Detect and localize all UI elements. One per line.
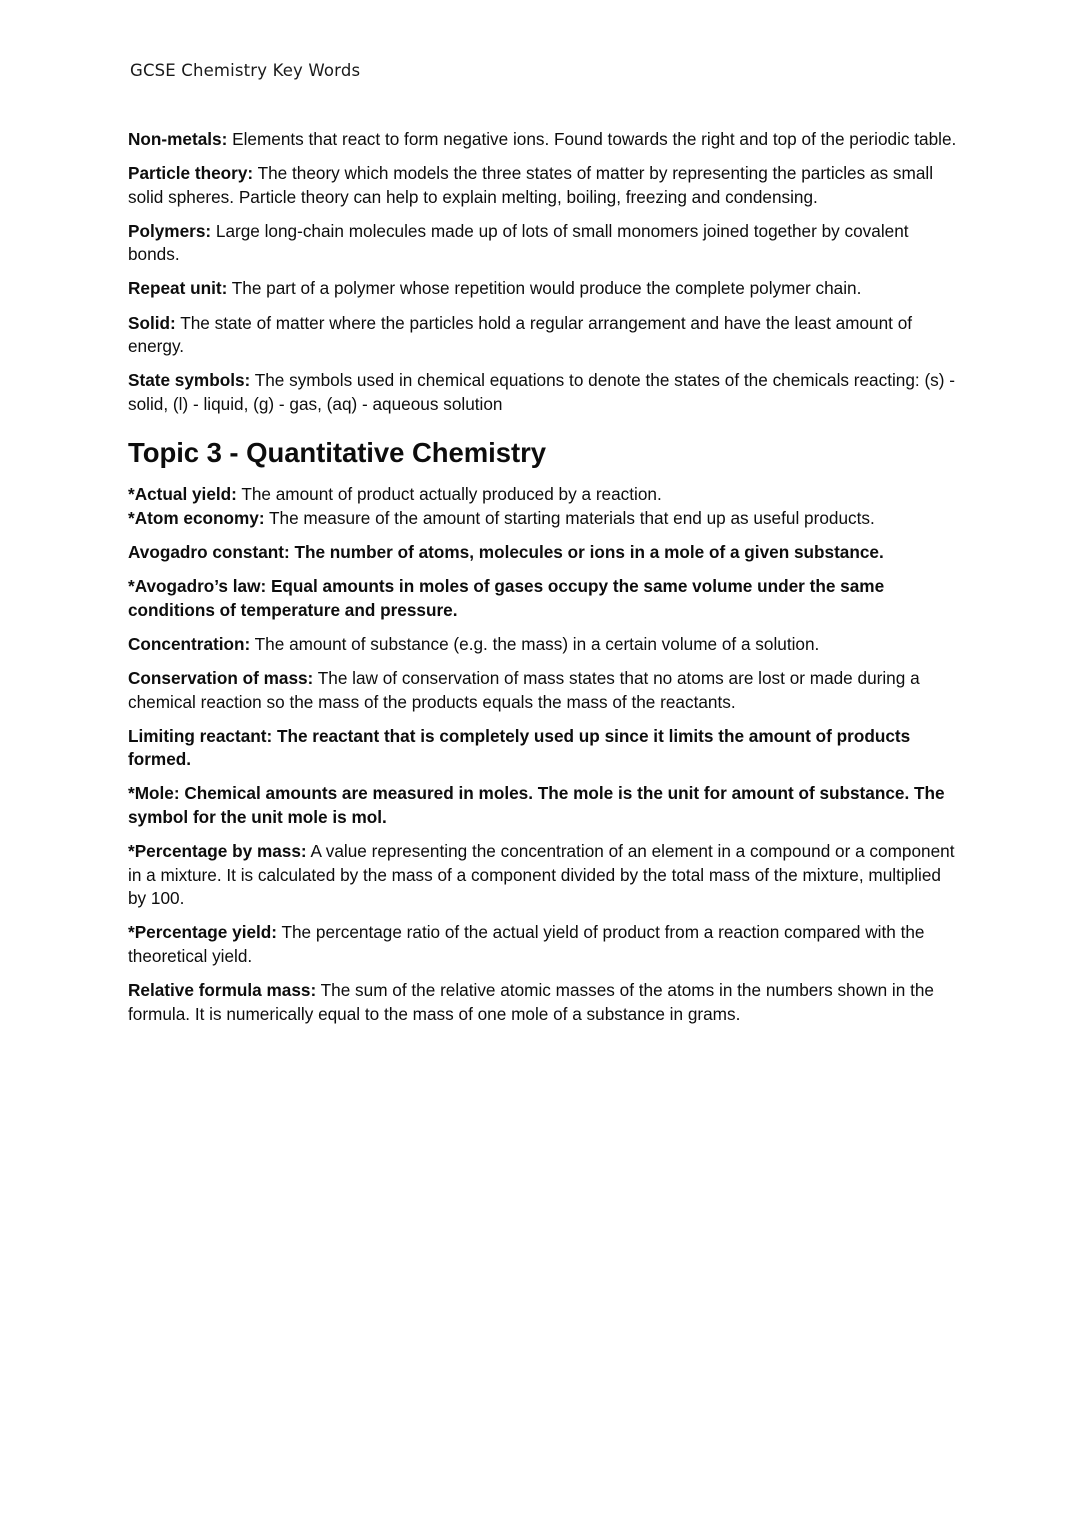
glossary-entry [128, 667, 958, 714]
glossary-section-topic-3 [128, 483, 958, 1026]
glossary-entry-line [128, 507, 958, 531]
glossary-entry [128, 277, 958, 301]
glossary-definition: The amount of substance (e.g. the mass) in a certain volume of a solution. [250, 633, 820, 654]
glossary-definition: Chemical amounts are measured in moles. The mole is the unit for amount of substance. The symbol for the unit mole is mol. [128, 783, 945, 827]
glossary-definition: The measure of the amount of starting materials that end up as useful products. [264, 508, 875, 529]
glossary-entry [128, 575, 958, 622]
glossary-entry [128, 840, 958, 911]
glossary-definition: The state of matter where the particles hold a regular arrangement and have the least amount of energy. [128, 312, 913, 357]
glossary-term: *Avogadro’s law: [128, 576, 267, 597]
glossary-entry [128, 782, 958, 829]
glossary-term: Avogadro constant: [128, 542, 290, 563]
glossary-definition: The part of a polymer whose repetition would produce the complete polymer chain. [227, 278, 862, 299]
document-header: GCSE Chemistry Key Words [130, 61, 361, 80]
glossary-definition: The sum of the relative atomic masses of the atoms in the numbers shown in the formula. It is numerically equal to the mass of one mole of a substance in grams. [128, 980, 934, 1024]
glossary-entry [128, 128, 958, 152]
glossary-definition: The percentage ratio of the actual yield of product from a reaction compared with the theoretical yield. [128, 922, 925, 966]
glossary-entry [128, 312, 958, 359]
glossary-entry [128, 979, 958, 1026]
glossary-definition: Large long-chain molecules made up of lots of small monomers joined together by covalent bonds. [128, 220, 909, 265]
glossary-entry [128, 633, 958, 657]
glossary-definition: The reactant that is completely used up since it limits the amount of products formed. [128, 725, 911, 770]
glossary-definition: The theory which models the three states of matter by representing the particles as small solid spheres. Particle theory can help to explain melting, boiling, freezing and condensing. [128, 163, 934, 207]
glossary-definition: The symbols used in chemical equations to denote the states of the chemicals reacting: (s) - solid, (l) - liquid, (g) - gas, (aq) - aqueous solution [128, 370, 955, 414]
glossary-entry-line [128, 483, 958, 507]
glossary-term: Conservation of mass: [128, 668, 314, 688]
glossary-entry [128, 162, 958, 209]
glossary-entry [128, 483, 958, 530]
glossary-definition: A value representing the concentration of an element in a compound or a component in a mixture. It is calculated by the mass of a component divided by the total mass of the mixture, multiplied by 100. [128, 841, 955, 909]
glossary-term: *Actual yield: [128, 484, 237, 505]
glossary-term: Non-metals: [128, 129, 228, 149]
glossary-term: State symbols: [128, 370, 251, 391]
glossary-section-before-topic [128, 128, 958, 416]
glossary-term: *Percentage yield: [128, 922, 278, 943]
glossary-entry [128, 725, 958, 772]
glossary-term: Relative formula mass: [128, 980, 317, 1001]
glossary-term: Polymers: [128, 220, 212, 241]
glossary-term: Concentration: [128, 633, 251, 654]
glossary-definition: Equal amounts in moles of gases occupy the same volume under the same conditions of temperature and pressure. [128, 576, 885, 620]
document-body [128, 128, 958, 1037]
glossary-definition: The amount of product actually produced by a reaction. [236, 484, 662, 505]
glossary-term: Limiting reactant: [128, 725, 273, 746]
glossary-entry [128, 921, 958, 968]
glossary-term: Repeat unit: [128, 278, 228, 299]
glossary-entry [128, 369, 958, 416]
glossary-definition: The number of atoms, molecules or ions in a mole of a given substance. [289, 542, 884, 563]
glossary-entry [128, 541, 958, 565]
glossary-term: *Atom economy: [128, 508, 265, 529]
glossary-term: *Percentage by mass: [128, 841, 307, 862]
glossary-term: *Mole: [128, 783, 180, 804]
glossary-term: Solid: [128, 312, 176, 333]
glossary-definition: The law of conservation of mass states that no atoms are lost or made during a chemical reaction so the mass of the products equals the mass of the reactants. [128, 668, 920, 712]
glossary-definition: Elements that react to form negative ions. Found towards the right and top of the periodic table. [227, 129, 957, 149]
glossary-term: Particle theory: [128, 163, 254, 184]
glossary-entry [128, 220, 958, 267]
topic-heading: Topic 3 - Quantitative Chemistry [128, 437, 546, 469]
